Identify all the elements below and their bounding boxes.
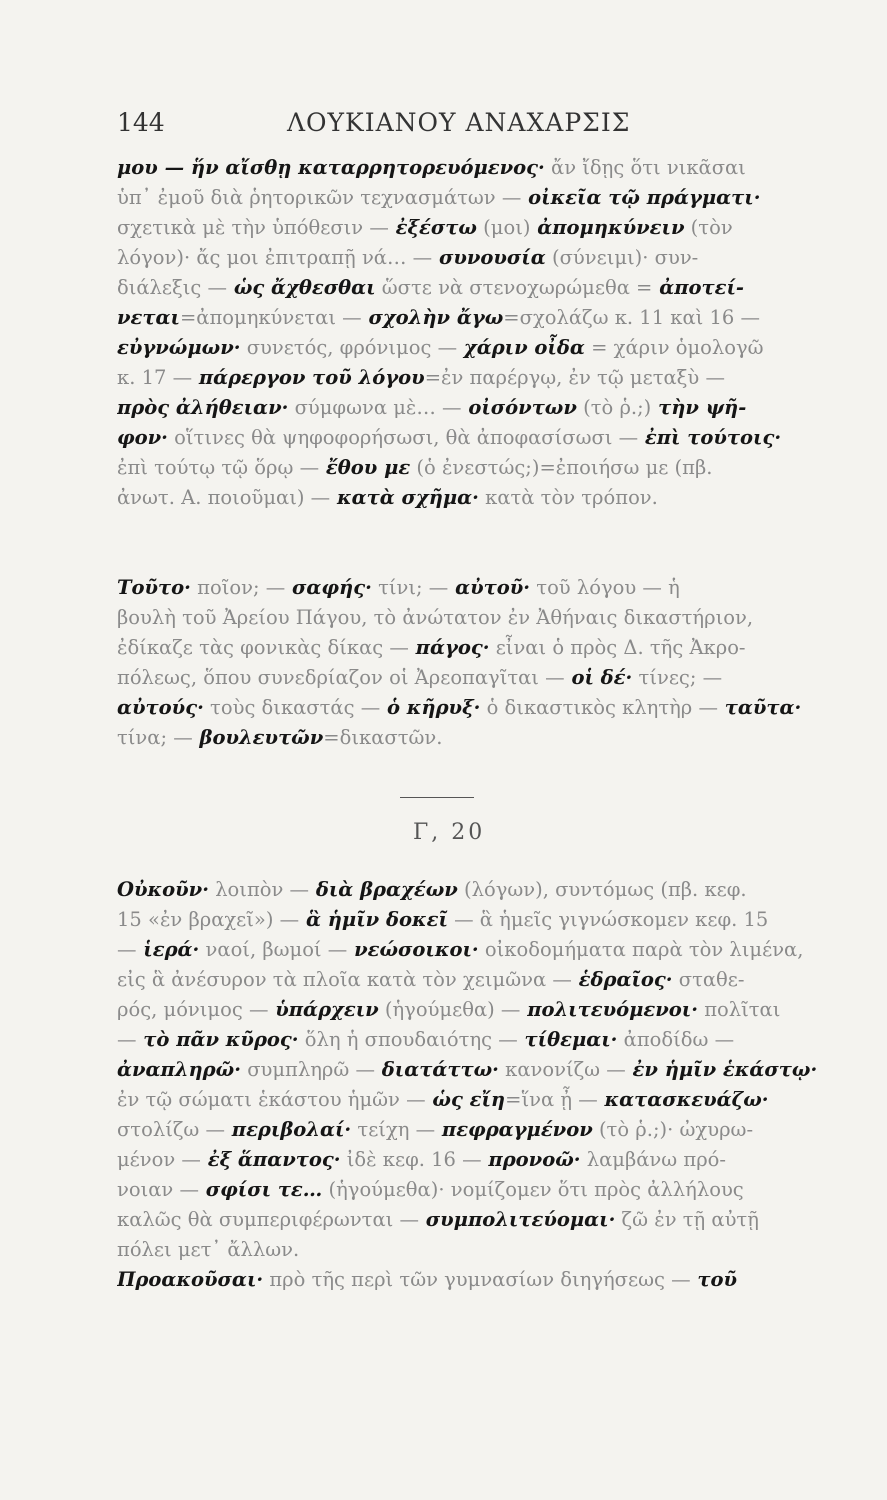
gloss: πόλεως, ὅπου συνεδρίαζον οἱ Ἀρεοπαγῖται — xyxy=(117,666,565,689)
text-line xyxy=(117,603,824,633)
gloss: νοιαν — xyxy=(117,1178,199,1201)
gloss: ἰδὲ κεφ. 16 — xyxy=(340,1148,482,1171)
lemma: σαφής· xyxy=(285,576,372,599)
gloss: καλῶς θὰ συμπεριφέρωνται — xyxy=(117,1208,419,1231)
gloss: μένον — xyxy=(117,1148,201,1171)
gloss: (σύνειμι)· συν- xyxy=(545,246,699,269)
lemma: ταῦτα· xyxy=(717,696,802,719)
text-line xyxy=(117,693,824,723)
lemma: πεφραγμένον xyxy=(435,1118,593,1141)
text-line xyxy=(117,333,824,363)
gloss: ζῶ ἐν τῇ αὐτῇ xyxy=(615,1208,759,1231)
text-line xyxy=(117,393,824,423)
lemma: σχολὴν ἄγω xyxy=(361,306,504,329)
section-divider xyxy=(400,797,474,798)
gloss: =ἵνα ᾖ — xyxy=(505,1088,598,1111)
text-line xyxy=(117,273,824,303)
lemma: τίθεμαι· xyxy=(517,1028,618,1051)
lemma: ἱερά· xyxy=(136,938,200,961)
lemma: πάρεργον τοῦ λόγου xyxy=(192,366,425,389)
lemma: νεώσοικοι· xyxy=(347,938,479,961)
gloss: λοιπὸν — xyxy=(209,878,310,901)
gloss: (τὸ ῥ.;)· ὠχυρω- xyxy=(592,1118,754,1141)
commentary-block-3 xyxy=(117,875,824,1295)
gloss: πόλει μετ᾽ ἄλλων. xyxy=(117,1238,300,1261)
running-header xyxy=(117,108,817,148)
lemma: πρὸς ἀλήθειαν· xyxy=(117,396,289,419)
commentary-block-1 xyxy=(117,153,824,513)
gloss: (ἡγούμεθα)· νομίζομεν ὅτι πρὸς ἀλλήλους xyxy=(322,1178,744,1201)
text-line xyxy=(117,995,824,1025)
gloss: ἄν ἴδῃς ὅτι νικᾶσαι xyxy=(544,156,746,179)
gloss: =ἀπομηκύνεται — xyxy=(179,306,362,329)
text-line xyxy=(117,935,824,965)
text-line xyxy=(117,1175,824,1205)
gloss: πολῖται xyxy=(698,998,781,1021)
gloss: (λόγων), συντόμως (πβ. κεφ. xyxy=(457,878,747,901)
lemma: περιβολαί· xyxy=(225,1118,352,1141)
gloss: διάλεξις — xyxy=(117,276,228,299)
gloss: οἰκοδομήματα παρὰ τὸν λιμένα, xyxy=(478,938,804,961)
gloss: συμπληρῶ — xyxy=(241,1058,375,1081)
gloss: — xyxy=(117,938,137,961)
gloss: βουλὴ τοῦ Ἀρείου Πάγου, τὸ ἀνώτατον ἐν Ἀθήναις δικαστήριον, xyxy=(117,606,754,629)
gloss: κανονίζω — xyxy=(498,1058,626,1081)
text-line xyxy=(117,573,824,603)
lemma: νεται xyxy=(117,306,180,329)
lemma: κατὰ σχῆμα· xyxy=(330,486,479,509)
gloss: ἀνωτ. Α. ποιοῦμαι) — xyxy=(117,486,331,509)
gloss: τοὺς δικαστάς — xyxy=(203,696,381,719)
gloss: ὁ δικαστικὸς κλητὴρ — xyxy=(480,696,718,719)
lemma: ἀπομηκύνειν xyxy=(530,216,685,239)
gloss: ὑπ᾽ ἐμοῦ διὰ ῥητορικῶν τεχνασμάτων — xyxy=(117,186,522,209)
gloss: ναοί, βωμοί — xyxy=(199,938,348,961)
lemma: μου — ἥν αἴσθῃ καταρρητορευόμενος· xyxy=(117,156,545,179)
gloss: = χάριν ὁμολογῶ xyxy=(584,336,764,359)
text-line xyxy=(117,1235,824,1265)
text-line xyxy=(117,1055,824,1085)
text-line xyxy=(117,453,824,483)
gloss: ὥστε νὰ στενοχωρώμεθα = xyxy=(375,276,653,299)
gloss: τείχη — xyxy=(351,1118,436,1141)
lemma: χάριν οἶδα xyxy=(457,336,585,359)
gloss: συνετός, φρόνιμος — xyxy=(240,336,458,359)
text-line xyxy=(117,1265,824,1295)
lemma: ὑπάρχειν xyxy=(268,998,379,1021)
gloss: στολίζω — xyxy=(117,1118,226,1141)
lemma: οἱ δέ· xyxy=(564,666,633,689)
text-line xyxy=(117,875,824,905)
lemma: διατάττω· xyxy=(374,1058,499,1081)
gloss: ἀποδίδω — xyxy=(617,1028,735,1051)
lemma: ἐν ἡμῖν ἑκάστῳ· xyxy=(625,1058,818,1081)
text-line xyxy=(117,303,824,333)
text-line xyxy=(117,633,824,663)
lemma: τοῦ xyxy=(690,1268,738,1291)
text-line xyxy=(117,1025,824,1055)
gloss: =ἐν παρέργῳ, ἐν τῷ μεταξὺ — xyxy=(424,366,725,389)
gloss: εἶναι ὁ πρὸς Δ. τῆς Ἀκρο- xyxy=(489,636,746,659)
lemma: διὰ βραχέων xyxy=(309,878,458,901)
gloss: τίνι; — xyxy=(371,576,449,599)
lemma: ὁ κῆρυξ· xyxy=(380,696,481,719)
gloss: λόγον)· ἄς μοι ἐπιτραπῇ νά… — xyxy=(117,246,433,269)
lemma: ὡς ἄχθεσθαι xyxy=(227,276,376,299)
lemma: ἑδραῖος· xyxy=(571,968,673,991)
text-line xyxy=(117,1205,824,1235)
lemma: κατασκευάζω· xyxy=(597,1088,769,1111)
gloss: τίνα; — xyxy=(117,726,193,749)
lemma: προνοῶ· xyxy=(481,1148,581,1171)
gloss: (ἡγούμεθα) — xyxy=(378,998,521,1021)
text-line xyxy=(117,663,824,693)
gloss: εἰς ἃ ἀνέσυρον τὰ πλοῖα κατὰ τὸν χειμῶνα — xyxy=(117,968,572,991)
gloss: ρός, μόνιμος — xyxy=(117,998,269,1021)
text-line xyxy=(117,183,824,213)
gloss: τίνες; — xyxy=(632,666,723,689)
gloss: =σχολάζω κ. 11 καὶ 16 — xyxy=(503,306,761,329)
gloss: (τὸ ῥ.;) xyxy=(576,396,652,419)
text-line xyxy=(117,1085,824,1115)
gloss: οἵτινες θὰ ψηφοφορήσωσι, θὰ ἀποφασίσωσι — xyxy=(167,426,639,449)
text-line xyxy=(117,213,824,243)
text-line xyxy=(117,153,824,183)
gloss: κατὰ τὸν τρόπον. xyxy=(478,486,658,509)
gloss: λαμβάνω πρό- xyxy=(580,1148,726,1171)
lemma: οἰκεῖα τῷ πράγματι· xyxy=(521,186,761,209)
lemma: τὸ πᾶν κῦρος· xyxy=(136,1028,299,1051)
lemma: Προακοῦσαι· xyxy=(117,1268,264,1291)
text-line xyxy=(117,363,824,393)
text-line xyxy=(117,423,824,453)
text-line xyxy=(117,1145,824,1175)
gloss: κ. 17 — xyxy=(117,366,193,389)
commentary-block-2 xyxy=(117,573,824,753)
page-number: 144 xyxy=(117,108,165,137)
lemma: πάγος· xyxy=(408,636,490,659)
text-line xyxy=(117,1115,824,1145)
text-line xyxy=(117,905,824,935)
lemma: βουλευτῶν xyxy=(192,726,324,749)
running-title: ΛΟΥΚΙΑΝΟΥ ΑΝΑΧΑΡΣΙΣ xyxy=(287,108,631,137)
text-line xyxy=(117,965,824,995)
lemma: τὴν ψῆ- xyxy=(651,396,747,419)
gloss: σχετικὰ μὲ τὴν ὑπόθεσιν — xyxy=(117,216,389,239)
gloss: (τὸν xyxy=(684,216,733,239)
gloss: — xyxy=(117,1028,137,1051)
gloss: (ὁ ἐνεστώς;)=ἐποιήσω με (πβ. xyxy=(410,456,713,479)
gloss: τοῦ λόγου — ἡ xyxy=(530,576,680,599)
lemma: φον· xyxy=(117,426,168,449)
lemma: σφίσι τε… xyxy=(198,1178,323,1201)
lemma: ἔθου με xyxy=(319,456,411,479)
lemma: οἰσόντων xyxy=(461,396,577,419)
text-line xyxy=(117,483,824,513)
section-label: Γ, 20 xyxy=(413,820,486,845)
gloss: ὅλη ἡ σπουδαιότης — xyxy=(298,1028,518,1051)
lemma: συμπολιτεύομαι· xyxy=(418,1208,616,1231)
text-line xyxy=(117,243,824,273)
gloss: =δικαστῶν. xyxy=(323,726,443,749)
lemma: αὐτοῦ· xyxy=(448,576,531,599)
gloss: ἐν τῷ σώματι ἑκάστου ἡμῶν — xyxy=(117,1088,426,1111)
lemma: αὐτούς· xyxy=(117,696,204,719)
gloss: πρὸ τῆς περὶ τῶν γυμνασίων διηγήσεως — xyxy=(263,1268,691,1291)
gloss: ἐπὶ τούτῳ τῷ ὅρῳ — xyxy=(117,456,320,479)
lemma: ἃ ἡμῖν δοκεῖ xyxy=(299,908,448,931)
gloss: σύμφωνα μὲ… — xyxy=(288,396,462,419)
lemma: ὡς εἴη xyxy=(425,1088,506,1111)
lemma: εὐγνώμων· xyxy=(117,336,241,359)
lemma: συνουσία xyxy=(432,246,546,269)
lemma: ἐπὶ τούτοις· xyxy=(638,426,782,449)
lemma: Τοῦτο· xyxy=(117,576,191,599)
lemma: ἐξ ἅπαντος· xyxy=(200,1148,341,1171)
lemma: ἀποτεί- xyxy=(652,276,744,299)
text-line xyxy=(117,723,824,753)
gloss: 15 «ἐν βραχεῖ») — xyxy=(117,908,300,931)
gloss: ἐδίκαζε τὰς φονικὰς δίκας — xyxy=(117,636,409,659)
lemma: ἐξέστω xyxy=(388,216,477,239)
gloss: ποῖον; — xyxy=(190,576,286,599)
lemma: πολιτευόμενοι· xyxy=(520,998,698,1021)
lemma: Οὐκοῦν· xyxy=(117,878,209,901)
gloss: σταθε- xyxy=(672,968,745,991)
gloss: (μοι) xyxy=(476,216,531,239)
lemma: ἀναπληρῶ· xyxy=(117,1058,241,1081)
gloss: — ἃ ἡμεῖς γιγνώσκομεν κεφ. 15 xyxy=(447,908,769,931)
